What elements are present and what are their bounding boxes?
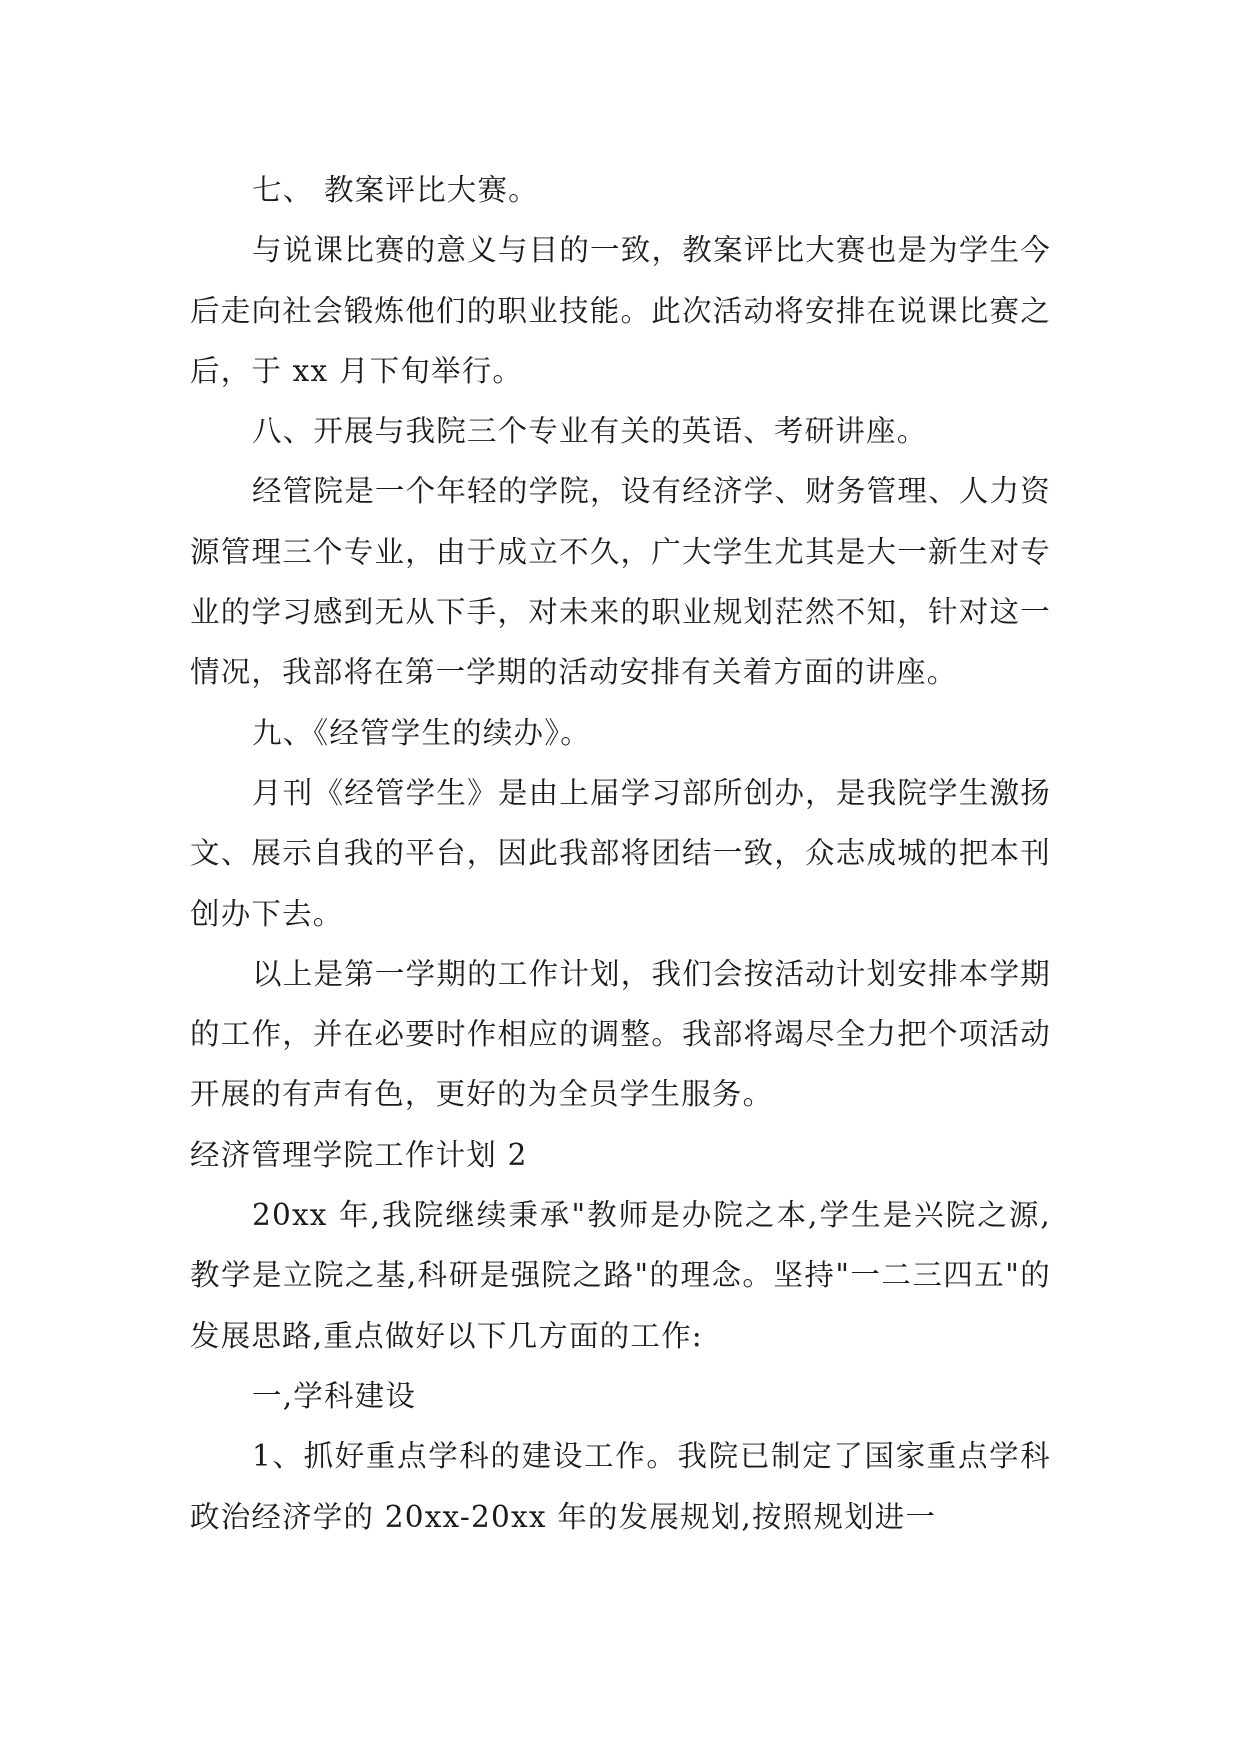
body-paragraph: 20xx 年,我院继续秉承"教师是办院之本,学生是兴院之源,教学是立院之基,科研是强院之路"的理念。坚持"一二三四五"的发展思路,重点做好以下几方面的工作: bbox=[190, 1198, 1051, 1353]
section-heading-9: 九、《经管学生的续办》。 bbox=[252, 715, 591, 750]
section-heading-8: 八、开展与我院三个专业有关的英语、考研讲座。 bbox=[252, 414, 928, 449]
body-paragraph: 经管院是一个年轻的学院，设有经济学、财务管理、人力资源管理三个专业，由于成立不久，广大学生尤其是大一新生对专业的学习感到无从下手，对未来的职业规划茫然不知，针对这一情况，我部将在第一学期的活动安排有关着方面的讲座。 bbox=[190, 474, 1051, 690]
document-body bbox=[190, 160, 1051, 1547]
body-paragraph: 与说课比赛的意义与目的一致，教案评比大赛也是为学生今后走向社会锻炼他们的职业技能。此次活动将安排在说课比赛之后，于 xx 月下旬举行。 bbox=[190, 233, 1051, 388]
section-heading-7: 七、 教案评比大赛。 bbox=[252, 173, 539, 207]
section-heading-1: 一,学科建设 bbox=[252, 1378, 417, 1413]
document-title: 经济管理学院工作计划 2 bbox=[190, 1137, 528, 1172]
body-paragraph: 1、抓好重点学科的建设工作。我院已制定了国家重点学科政治经济学的 20xx-20xx 年的发展规划,按照规划进一 bbox=[190, 1439, 1051, 1534]
body-paragraph: 月刊《经管学生》是由上届学习部所创办，是我院学生激扬文、展示自我的平台，因此我部将团结一致，众志成城的把本刊创办下去。 bbox=[190, 775, 1051, 931]
body-paragraph: 以上是第一学期的工作计划，我们会按活动计划安排本学期的工作，并在必要时作相应的调整。我部将竭尽全力把个项活动开展的有声有色，更好的为全员学生服务。 bbox=[190, 956, 1051, 1112]
